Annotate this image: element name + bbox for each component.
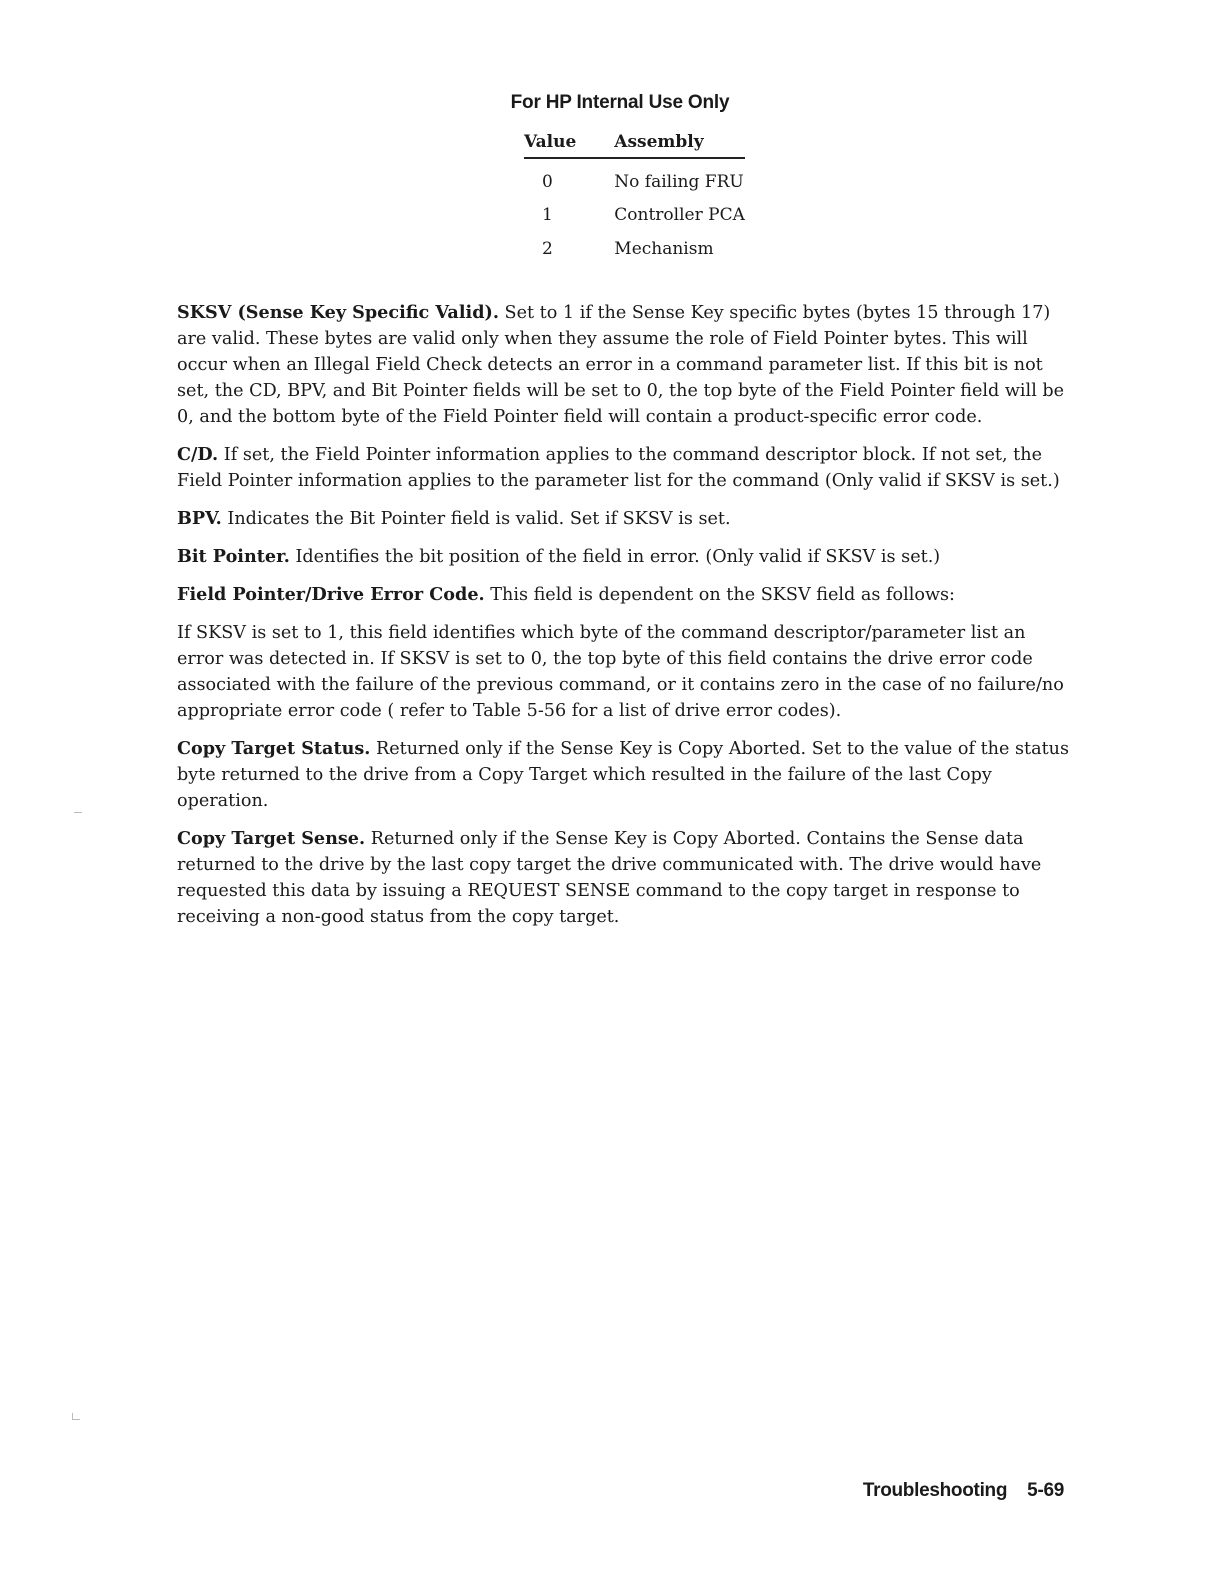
copy-target-sense-description: Returned only if the Sense Key is Copy Aborted. Contains the Sense data returned to the drive by the last copy target the drive communicated with. The drive would have requested this data by issuing a REQUEST SENSE command to the copy target in response to receiving a non-good status from the copy target. — [177, 829, 1042, 927]
sksv-description: Set to 1 if the Sense Key specific bytes (bytes 15 through 17) are valid. These bytes are valid only when they assume the role of Field Pointer bytes. This will occur when an Illegal Field Check detects an error in a command parameter list. If this bit is not set, the CD, BPV, and Bit Pointer fields will be set to 0, the top byte of the Field Pointer field will be 0, and the bottom byte of the Field Pointer field will contain a product-specific error code. — [177, 303, 1065, 427]
table-row — [524, 232, 745, 266]
bit-pointer-term: Bit Pointer. — [177, 546, 290, 567]
footer-section-title: Troubleshooting — [862, 1480, 1008, 1501]
table-header-row — [524, 132, 745, 158]
table-cell-assembly: No failing FRU — [614, 171, 744, 192]
cd-description: If set, the Field Pointer information applies to the command descriptor block. If not set, the Field Pointer information applies to the parameter list for the command (Only valid if SKSV is set.) — [177, 445, 1060, 491]
copy-target-status-description: Returned only if the Sense Key is Copy Aborted. Set to the value of the status byte returned to the drive from a Copy Target which resulted in the failure of the last Copy operation. — [177, 739, 1070, 811]
table-row — [524, 199, 745, 233]
table-cell-assembly: Controller PCA — [614, 205, 745, 226]
field-pointer-paragraph — [177, 582, 1072, 608]
table-cell-value: 1 — [542, 205, 553, 226]
internal-use-banner: For HP Internal Use Only — [510, 92, 730, 113]
bit-pointer-paragraph — [177, 544, 1072, 570]
scan-artifact-mark — [74, 812, 82, 813]
table-cell-assembly: Mechanism — [614, 238, 714, 259]
field-pointer-detail-paragraph: If SKSV is set to 1, this field identifies which byte of the command descriptor/parameter list an error was detected in. If SKSV is set to 0, the top byte of this field contains the drive error code associated with the failure of the previous command, or it contains zero in the case of no failure/no appropriate error code ( refer to Table 5-56 for a list of drive error codes). — [177, 623, 1064, 721]
copy-target-status-term: Copy Target Status. — [177, 738, 371, 759]
copy-target-status-paragraph — [177, 736, 1072, 814]
bit-pointer-description: Identifies the bit position of the field in error. (Only valid if SKSV is set.) — [295, 547, 941, 567]
field-pointer-term: Field Pointer/Drive Error Code. — [177, 584, 485, 605]
table-cell-value: 2 — [542, 238, 553, 259]
column-header-value: Value — [524, 132, 614, 158]
bpv-description: Indicates the Bit Pointer field is valid. Set if SKSV is set. — [227, 509, 731, 529]
page-footer — [863, 1480, 1064, 1502]
page-number: 5-69 — [1027, 1480, 1064, 1501]
cd-term: C/D. — [177, 444, 219, 465]
copy-target-sense-paragraph — [177, 826, 1072, 930]
sksv-paragraph — [177, 300, 1072, 430]
bpv-paragraph — [177, 506, 1072, 532]
table-cell-value: 0 — [542, 171, 553, 192]
cd-paragraph — [177, 442, 1072, 494]
sksv-term: SKSV (Sense Key Specific Valid). — [177, 302, 499, 323]
table-row — [524, 158, 745, 199]
field-pointer-description: This field is dependent on the SKSV field as follows: — [490, 585, 955, 605]
bpv-term: BPV. — [177, 508, 222, 529]
fru-assembly-table — [524, 132, 745, 266]
scan-artifact-mark — [72, 1419, 80, 1420]
column-header-assembly: Assembly — [614, 132, 745, 158]
copy-target-sense-term: Copy Target Sense. — [177, 828, 366, 849]
field-definitions — [177, 300, 1072, 942]
